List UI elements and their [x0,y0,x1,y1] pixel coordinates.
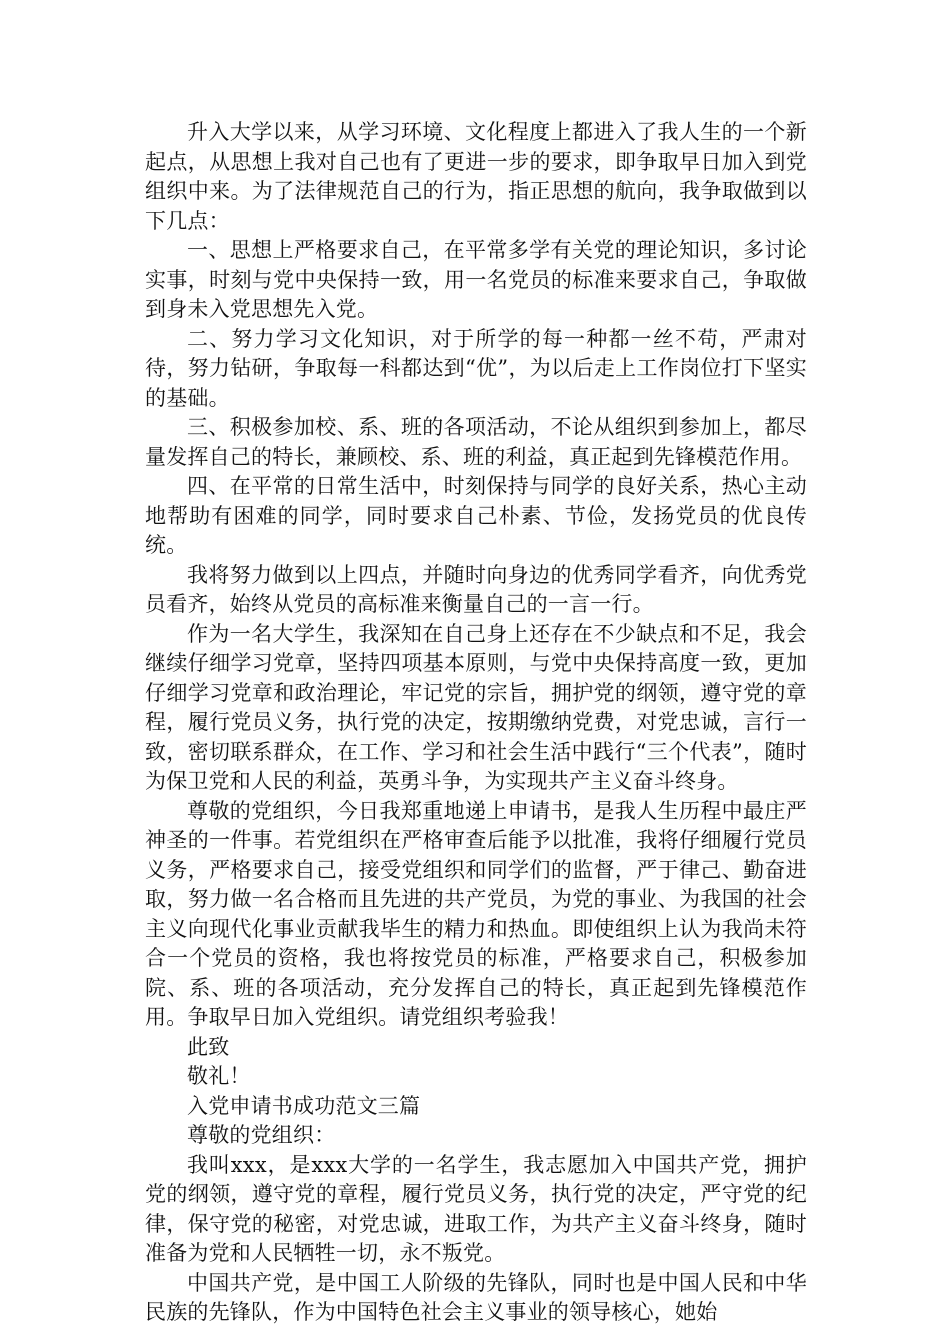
section-heading: 入党申请书成功范文三篇 [187,1093,421,1118]
paragraph-application-request: 尊敬的党组织，今日我郑重地递上申请书，是我人生历程中最庄严神圣的一件事。若党组织在严格审查后能予以批准，我将仔细履行党员义务，严格要求自己，接受党组织和同学们的监督，严于律己、勤奋进取，努力做一名合格而且先进的共产党员，为党的事业、为我国的社会主义向现代化事业贡献我毕生的精力和热血。即使组织上认为我尚未符合一个党员的资格，我也将按党员的标准，严格要求自己，积极参加院、系、班的各项活动，充分发挥自己的特长，真正起到先锋模范作用。争取早日加入党组织。请党组织考验我！ [145,798,807,1029]
paragraph-intro: 升入大学以来，从学习环境、文化程度上都进入了我人生的一个新起点，从思想上我对自己也有了更进一步的要求，即争取早日加入到党组织中来。为了法律规范自己的行为，指正思想的航向，我争取做到以下几点： [145,120,807,233]
paragraph-introduction-self: 我叫xxx，是xxx大学的一名学生，我志愿加入中国共产党，拥护党的纲领，遵守党的章程，履行党员义务，执行党的决定，严守党的纪律，保守党的秘密，对党忠诚，进取工作，为共产主义奋斗终身，随时准备为党和人民牺牲一切，永不叛党。 [145,1152,807,1265]
paragraph-point-three: 三、积极参加校、系、班的各项活动，不论从组织到参加上，都尽量发挥自己的特长，兼顾校、系、班的利益，真正起到先锋模范作用。 [145,415,807,469]
letter-greeting: 尊敬的党组织： [187,1123,336,1147]
paragraph-self-reflection: 作为一名大学生，我深知在自己身上还存在不少缺点和不足，我会继续仔细学习党章，坚持四项基本原则，与党中央保持高度一致，更加仔细学习党章和政治理论，牢记党的宗旨，拥护党的纲领，遵守党的章程，履行党员义务，执行党的决定，按期缴纳党费，对党忠诚，言行一致，密切联系群众，在工作、学习和社会生活中践行“三个代表”，随时为保卫党和人民的利益，英勇斗争，为实现共产主义奋斗终身。 [145,621,807,793]
closing-regards: 敬礼！ [187,1064,251,1088]
paragraph-point-one: 一、思想上严格要求自己，在平常多学有关党的理论知识，多讨论实事，时刻与党中央保持一致，用一名党员的标准来要求自己，争取做到身未入党思想先入党。 [145,238,807,321]
document-body [145,118,807,1328]
paragraph-point-two: 二、努力学习文化知识，对于所学的每一种都一丝不苟，严肃对待，努力钻研，争取每一科都达到“优”，为以后走上工作岗位打下坚实的基础。 [145,326,807,410]
paragraph-point-four: 四、在平常的日常生活中，时刻保持与同学的良好关系，热心主动地帮助有困难的同学，同时要求自己朴素、节俭，发扬党员的优良传统。 [145,474,807,557]
paragraph-commitment: 我将努力做到以上四点，并随时向身边的优秀同学看齐，向优秀党员看齐，始终从党员的高标准来衡量自己的一言一行。 [145,562,807,616]
closing-salutation: 此致 [187,1034,230,1059]
paragraph-party-description: 中国共产党，是中国工人阶级的先锋队，同时也是中国人民和中华民族的先锋队，作为中国特色社会主义事业的领导核心，她始 [145,1270,807,1324]
